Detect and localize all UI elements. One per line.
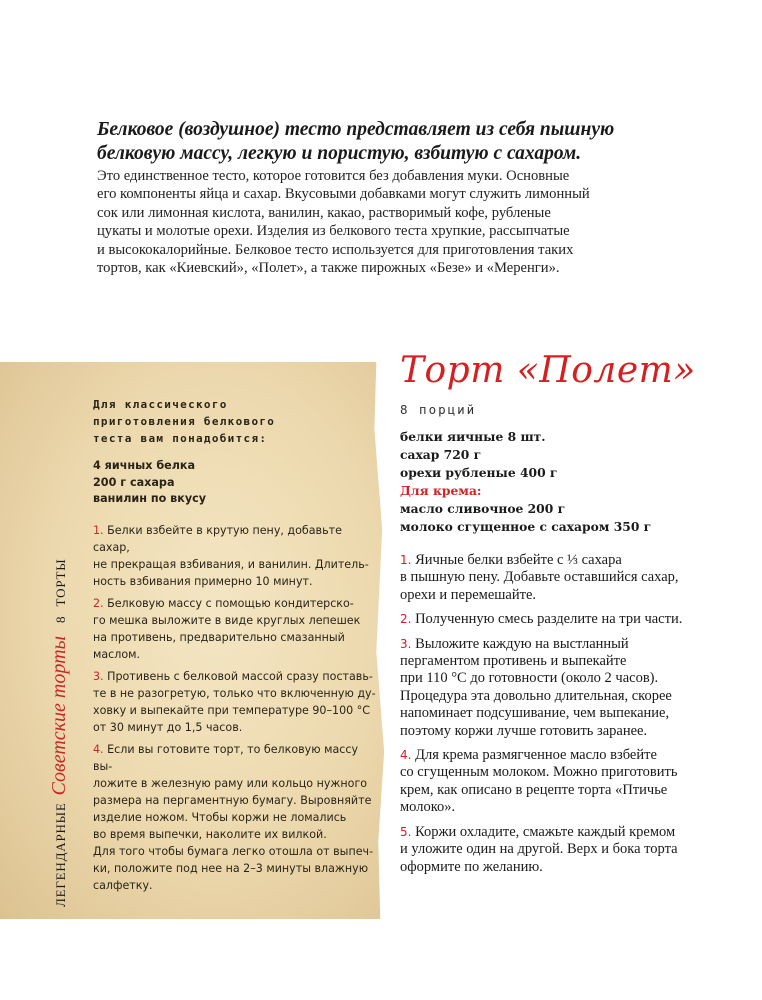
paper-recipe <box>93 396 378 899</box>
ingredient: сахар 720 г <box>400 447 482 462</box>
step-number: 2. <box>400 612 412 627</box>
intro-body: Это единственное тесто, которое готовится без добавления муки. Основные его компоненты яйца и сахар. Вкусовыми добавками могут служить лимонный сок или лимонная кислота, ванилин, какао, растворимый кофе, рубленые цукаты и молотые орехи. Изделия из белкового теста хрупкие, рассыпчатые и высококалорийные. Белковое тесто используется для приготовления таких тортов, как «Киевский», «Полет», а также пирожных «Безе» и «Меренги». <box>97 168 590 277</box>
recipe-step <box>400 611 700 628</box>
step-text: Белковую массу с помощью кондитерско- го мешка выложите в виде круглых лепешек на противень, предварительно смазанный маслом. <box>93 596 361 661</box>
recipe-servings: 8 порций <box>400 402 477 417</box>
cream-label: Для крема: <box>400 483 482 498</box>
page-number: 8 <box>53 616 68 623</box>
recipe-title: Торт «Полет» <box>400 350 696 391</box>
step-text: Выложите каждую на выстланный пергаментом противень и выпекайте при 110 °С до готовности (около 2 часов). Процедура эта довольно длительная, скорее напоминает подсушивание, чем выпекание, поэтому коржи лучше готовить заранее. <box>400 635 672 739</box>
recipe-step <box>400 636 700 740</box>
step-text: Яичные белки взбейте с ⅓ сахара в пышную пену. Добавьте оставшийся сахар, орехи и перемешайте. <box>400 552 679 603</box>
paper-ingredient: 4 яичных белка <box>93 459 196 472</box>
paper-ingredients <box>93 458 378 508</box>
step-number: 1. <box>93 523 104 537</box>
step-number: 4. <box>93 742 104 756</box>
paper-heading: Для классического приготовления белкового теста вам понадобится: <box>93 398 276 445</box>
paper-ingredient: ванилин по вкусу <box>93 492 207 505</box>
paper-ingredient: 200 г сахара <box>93 475 175 489</box>
series-label: ЛЕГЕНДАРНЫЕ <box>53 802 68 907</box>
step-text: Для крема размягченное масло взбейте со сгущенным молоком. Можно приготовить крем, как описано в рецепте торта «Птичье молоко». <box>400 747 678 816</box>
paper-steps <box>93 522 378 894</box>
intro-section <box>97 118 657 277</box>
paper-step <box>93 668 378 736</box>
step-text: Полученную смесь разделите на три части. <box>415 611 683 628</box>
ingredient: масло сливочное 200 г <box>400 501 566 516</box>
section-label: ТОРТЫ <box>53 558 68 607</box>
ingredient: орехи рубленые 400 г <box>400 465 558 480</box>
ingredient: белки яичные 8 шт. <box>400 429 546 444</box>
paper-step <box>93 741 378 894</box>
step-text: Коржи охладите, смажьте каждый кремом и уложите один на другой. Верх и бока торта оформите по желанию. <box>400 823 678 875</box>
step-text: Если вы готовите торт, то белковую массу вы- ложите в железную раму или кольцо нужного размера на пергаментную бумагу. Выровняйте изделие ножом. Чтобы коржи не ломались во время выпечки, наколите их вилкой. Для того чтобы бумага легко отошла от выпеч- ки, положите под нее на 2–3 минуты влажную салфетку. <box>93 742 374 892</box>
recipe-section <box>400 350 700 883</box>
recipe-step <box>400 824 700 876</box>
paper-step <box>93 522 378 590</box>
step-number: 2. <box>93 596 104 610</box>
recipe-step <box>400 552 700 604</box>
paper-step <box>93 595 378 663</box>
step-number: 5. <box>400 824 412 839</box>
book-title: Советские торты <box>48 635 70 796</box>
recipe-step <box>400 747 700 817</box>
step-text: Противень с белковой массой сразу поставь- те в не разогретую, только что включенную ду- ховку и выпекайте при температуре 90–100 °С от 30 минут до 1,5 часов. <box>93 669 376 734</box>
step-number: 3. <box>93 669 104 683</box>
step-number: 3. <box>400 636 412 651</box>
step-text: Белки взбейте в крутую пену, добавьте сахар, не прекращая взбивания, и ванилин. Длитель- ность взбивания примерно 10 минут. <box>93 523 369 588</box>
step-number: 4. <box>400 748 412 763</box>
recipe-steps <box>400 552 700 876</box>
recipe-ingredients <box>400 428 700 536</box>
running-header <box>48 559 71 907</box>
intro-lead: Белковое (воздушное) тесто представляет из себя пышную белковую массу, легкую и пористую, взбитую с сахаром. <box>97 119 615 164</box>
ingredient: молоко сгущенное с сахаром 350 г <box>400 519 652 534</box>
step-number: 1. <box>400 553 412 567</box>
